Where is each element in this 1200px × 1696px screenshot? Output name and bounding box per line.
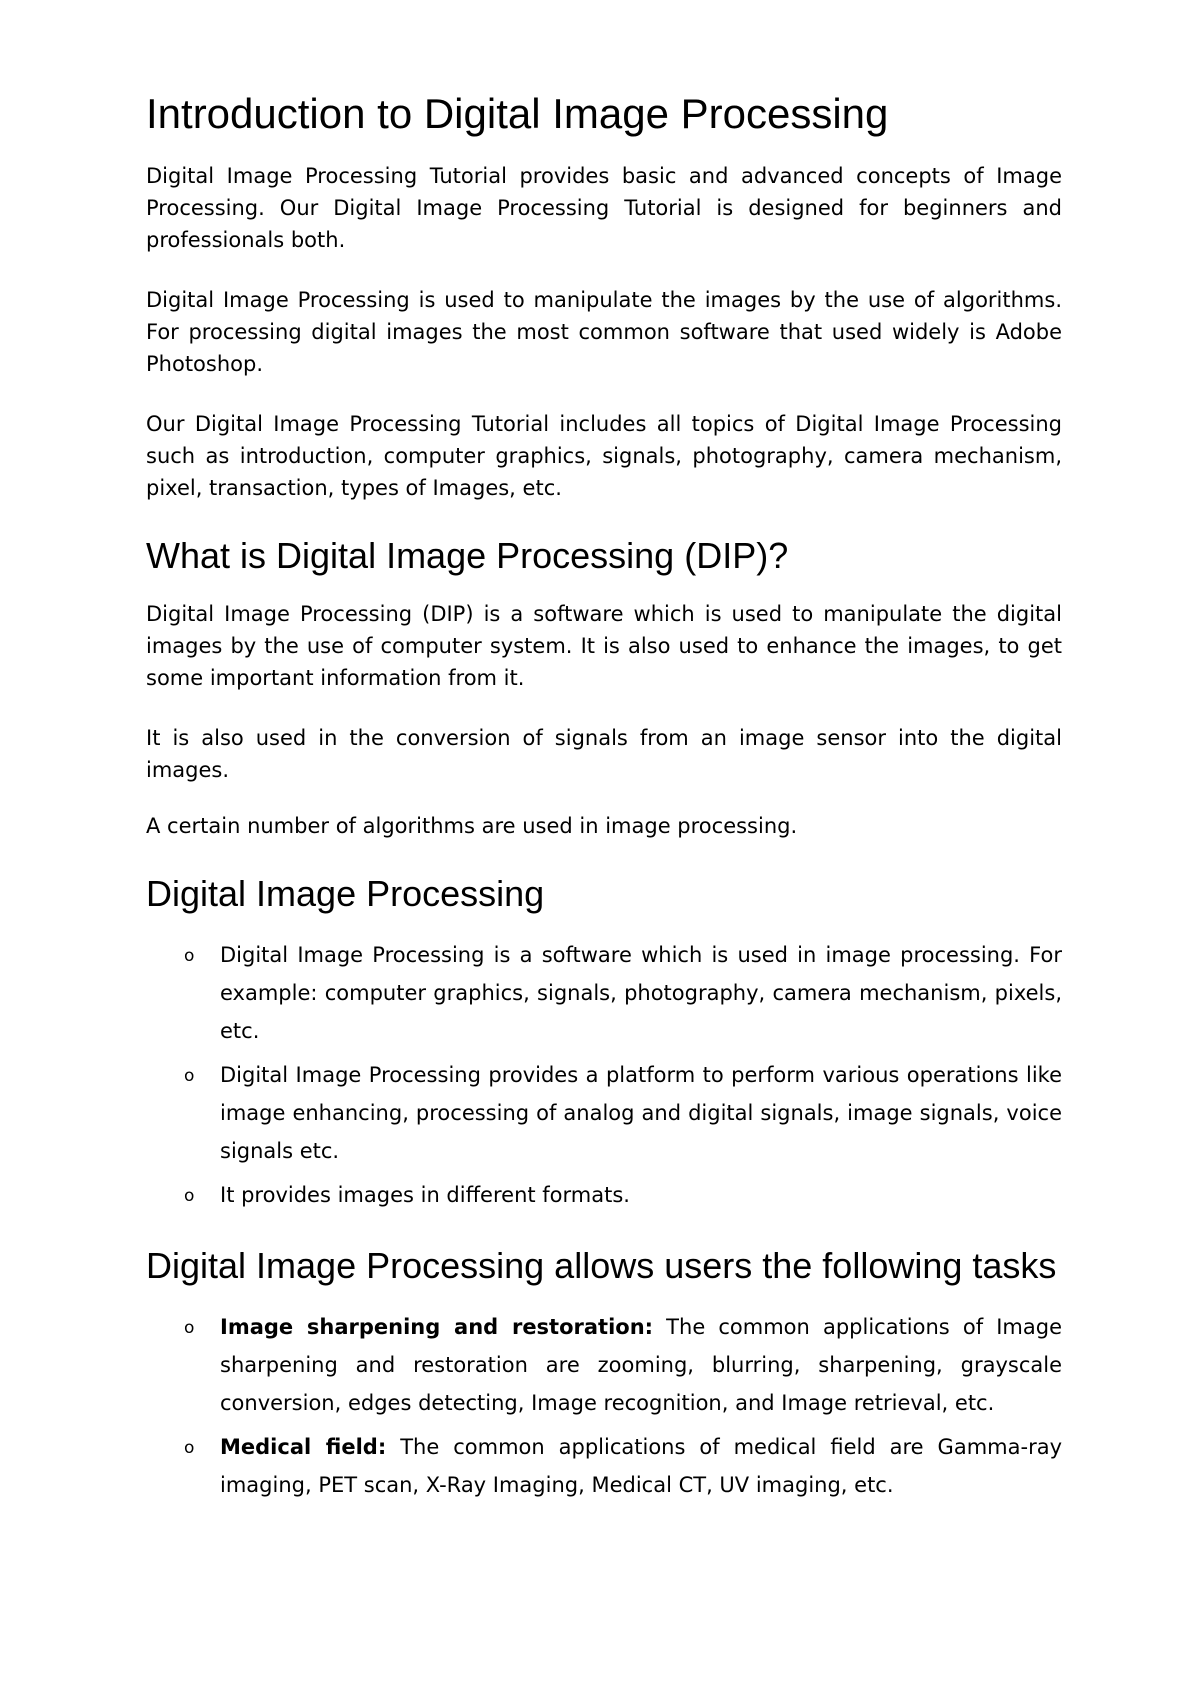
circle-bullet-icon: o — [184, 1186, 195, 1206]
list-item — [146, 1056, 1062, 1170]
circle-bullet-icon: o — [184, 946, 195, 966]
intro-paragraph-1: Digital Image Processing Tutorial provides basic and advanced concepts of Image Processing. Our Digital Image Processing Tutorial is designed for beginners and professionals both. — [146, 164, 1062, 252]
list-item — [146, 1308, 1062, 1422]
list-item-text: The common applications of Image sharpening and restoration are zooming, blurring, sharpening, grayscale conversion, edges detecting, Image recognition, and Image retrieval, etc. — [220, 1315, 1062, 1415]
list-item — [146, 1428, 1062, 1504]
page-title: Introduction to Digital Image Processing — [146, 90, 889, 137]
section-heading-what-is-dip: What is Digital Image Processing (DIP)? — [146, 535, 789, 576]
list-item — [146, 1176, 1062, 1214]
list-item-text: Digital Image Processing provides a platform to perform various operations like image enhancing, processing of analog and digital signals, image signals, voice signals etc. — [220, 1063, 1062, 1163]
list-item — [146, 936, 1062, 1050]
section-heading-digital-image-processing: Digital Image Processing — [146, 873, 545, 914]
section-heading-tasks: Digital Image Processing allows users the following tasks — [146, 1245, 1057, 1286]
document-page — [146, 88, 1062, 1510]
list-item-term: Image sharpening and restoration: — [220, 1315, 654, 1339]
intro-paragraph-3: Our Digital Image Processing Tutorial includes all topics of Digital Image Processing such as introduction, computer graphics, signals, photography, camera mechanism, pixel, transaction, types of Images, etc. — [146, 412, 1062, 500]
dip-paragraph-2: It is also used in the conversion of signals from an image sensor into the digital images. — [146, 726, 1062, 782]
dip-paragraph-3: A certain number of algorithms are used in image processing. — [146, 814, 798, 838]
circle-bullet-icon: o — [184, 1318, 195, 1338]
list-item-text: Digital Image Processing is a software which is used in image processing. For example: computer graphics, signals, photography, camera mechanism, pixels, etc. — [220, 943, 1062, 1043]
list-item-term: Medical field: — [220, 1435, 387, 1459]
dip-bullet-list — [146, 936, 1062, 1214]
intro-paragraph-2: Digital Image Processing is used to manipulate the images by the use of algorithms. For processing digital images the most common software that used widely is Adobe Photoshop. — [146, 288, 1062, 376]
list-item-text: The common applications of medical field are Gamma-ray imaging, PET scan, X-Ray Imaging, Medical CT, UV imaging, etc. — [220, 1435, 1062, 1497]
circle-bullet-icon: o — [184, 1438, 195, 1458]
list-item-text: It provides images in different formats. — [220, 1183, 630, 1207]
circle-bullet-icon: o — [184, 1066, 195, 1086]
tasks-bullet-list — [146, 1308, 1062, 1504]
dip-paragraph-1: Digital Image Processing (DIP) is a software which is used to manipulate the digital images by the use of computer system. It is also used to enhance the images, to get some important information from it. — [146, 602, 1062, 690]
